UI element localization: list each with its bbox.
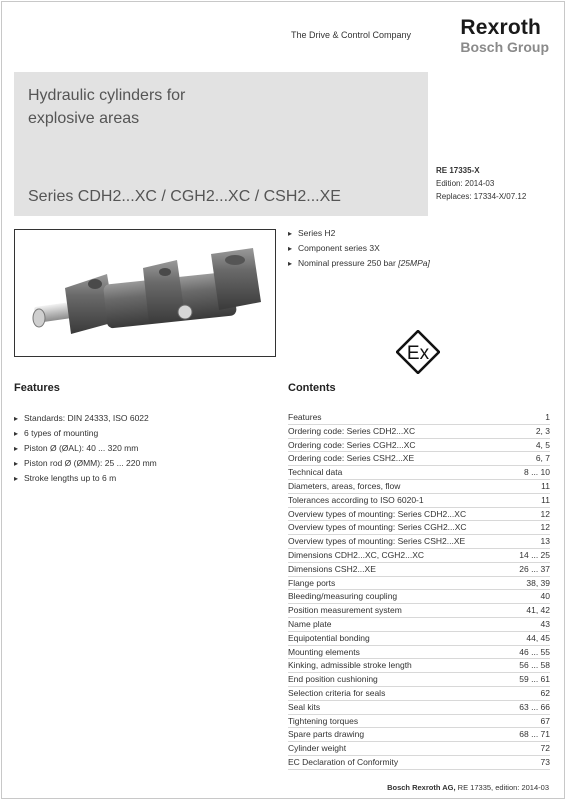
toc-title: Tightening torques (288, 715, 359, 726)
document-title (28, 84, 185, 130)
toc-title: Ordering code: Series CGH2...XC (288, 439, 416, 450)
table-of-contents (288, 411, 550, 770)
toc-row (288, 618, 550, 632)
toc-title: Overview types of mounting: Series CGH2...XC (288, 522, 467, 533)
toc-title: Spare parts drawing (288, 729, 365, 740)
toc-title: EC Declaration of Conformity (288, 756, 399, 767)
feature-item: ▸ 6 types of mounting (14, 426, 157, 441)
toc-row (288, 673, 550, 687)
hydraulic-cylinder-image (15, 230, 275, 356)
toc-page: 67 (540, 715, 550, 726)
ex-symbol-text: Ex (406, 343, 430, 364)
toc-page: 13 (540, 536, 550, 547)
toc-row (288, 632, 550, 646)
ex-explosion-protection-icon (396, 330, 440, 374)
toc-page: 11 (541, 494, 550, 505)
toc-row (288, 480, 550, 494)
pressure-alt: [25MPa] (398, 258, 430, 268)
cylinder-photo (14, 229, 276, 357)
toc-title: Overview types of mounting: Series CDH2...XC (288, 508, 467, 519)
features-list (14, 411, 157, 486)
features-heading: Features (14, 382, 60, 394)
toc-page: 40 (540, 591, 550, 602)
toc-row (288, 701, 550, 715)
contents-heading: Contents (288, 382, 336, 394)
toc-row (288, 494, 550, 508)
toc-page: 44, 45 (526, 632, 550, 643)
toc-row (288, 646, 550, 660)
document-info (436, 164, 526, 203)
footer-document: RE 17335, edition: 2014-03 (457, 783, 549, 792)
document-code: RE 17335-X (436, 166, 480, 175)
toc-title: Selection criteria for seals (288, 687, 386, 698)
toc-row (288, 715, 550, 729)
spec-item: ▸ Component series 3X (288, 241, 430, 256)
toc-page: 12 (540, 522, 550, 533)
toc-title: Flange ports (288, 577, 336, 588)
toc-row (288, 439, 550, 453)
toc-page: 62 (540, 687, 550, 698)
toc-page: 11 (541, 480, 550, 491)
toc-row (288, 728, 550, 742)
toc-page: 8 ... 10 (524, 467, 550, 478)
document-replaces: Replaces: 17334-X/07.12 (436, 192, 527, 201)
feature-item: ▸ Standards: DIN 24333, ISO 6022 (14, 411, 157, 426)
toc-page: 4, 5 (535, 439, 550, 450)
feature-item: ▸ Stroke lengths up to 6 m (14, 471, 157, 486)
page-footer (387, 783, 549, 792)
toc-page: 59 ... 61 (519, 674, 550, 685)
toc-page: 56 ... 58 (519, 660, 550, 671)
toc-title: Overview types of mounting: Series CSH2...XE (288, 536, 466, 547)
toc-title: Ordering code: Series CSH2...XE (288, 453, 415, 464)
toc-title: Position measurement system (288, 605, 402, 616)
toc-row (288, 687, 550, 701)
spec-item-pressure (288, 256, 430, 271)
toc-title: Diameters, areas, forces, flow (288, 480, 401, 491)
brand-name: Rexroth (460, 16, 542, 39)
document-title-line1: Hydraulic cylinders for (28, 87, 186, 104)
toc-page: 1 (545, 412, 550, 422)
toc-page: 2, 3 (535, 425, 550, 436)
spec-bullets (288, 226, 430, 271)
toc-row (288, 590, 550, 604)
toc-title: Mounting elements (288, 646, 360, 657)
toc-row (288, 549, 550, 563)
toc-page: 72 (540, 743, 550, 754)
toc-page: 43 (540, 618, 550, 629)
toc-page: 38, 39 (526, 577, 550, 588)
toc-row (288, 756, 550, 770)
toc-title: Tolerances according to ISO 6020-1 (288, 494, 424, 505)
toc-title: Cylinder weight (288, 743, 347, 754)
toc-page: 46 ... 55 (519, 646, 550, 657)
toc-row (288, 577, 550, 591)
toc-row (288, 742, 550, 756)
document-edition: Edition: 2014-03 (436, 179, 495, 188)
brand-logo (460, 17, 549, 55)
toc-page: 73 (540, 756, 550, 767)
toc-page: 14 ... 25 (519, 549, 550, 560)
toc-title: Seal kits (288, 701, 321, 712)
toc-page: 41, 42 (526, 605, 550, 616)
toc-title: Equipotential bonding (288, 632, 370, 643)
toc-row (288, 563, 550, 577)
toc-row (288, 535, 550, 549)
toc-title: Ordering code: Series CDH2...XC (288, 425, 416, 436)
toc-title: Dimensions CSH2...XE (288, 563, 376, 574)
toc-title: Features (288, 412, 322, 422)
toc-page: 63 ... 66 (519, 701, 550, 712)
toc-row (288, 521, 550, 535)
footer-company: Bosch Rexroth AG, (387, 783, 456, 792)
company-tagline: The Drive & Control Company (291, 30, 412, 40)
toc-page: 12 (540, 508, 550, 519)
toc-row (288, 452, 550, 466)
toc-row (288, 508, 550, 522)
toc-page: 68 ... 71 (519, 729, 550, 740)
toc-page: 6, 7 (535, 453, 550, 464)
toc-row (288, 466, 550, 480)
toc-row (288, 659, 550, 673)
toc-row (288, 604, 550, 618)
brand-group: Bosch Group (460, 39, 549, 55)
toc-row (288, 411, 550, 425)
toc-title: Bleeding/measuring coupling (288, 591, 398, 602)
document-title-line2: explosive areas (28, 110, 140, 127)
toc-title: Dimensions CDH2...XC, CGH2...XC (288, 549, 425, 560)
spec-item: ▸ Series H2 (288, 226, 430, 241)
feature-item: ▸ Piston Ø (ØAL): 40 ... 320 mm (14, 441, 157, 456)
toc-title: End position cushioning (288, 674, 378, 685)
toc-title: Name plate (288, 618, 332, 629)
feature-item: ▸ Piston rod Ø (ØMM): 25 ... 220 mm (14, 456, 157, 471)
toc-title: Technical data (288, 467, 343, 478)
series-title: Series CDH2...XC / CGH2...XC / CSH2...XE (28, 188, 341, 205)
toc-title: Kinking, admissible stroke length (288, 660, 412, 671)
toc-page: 26 ... 37 (519, 563, 550, 574)
title-banner (14, 72, 428, 216)
toc-row (288, 425, 550, 439)
pressure-label: Nominal pressure 250 bar (298, 258, 396, 268)
